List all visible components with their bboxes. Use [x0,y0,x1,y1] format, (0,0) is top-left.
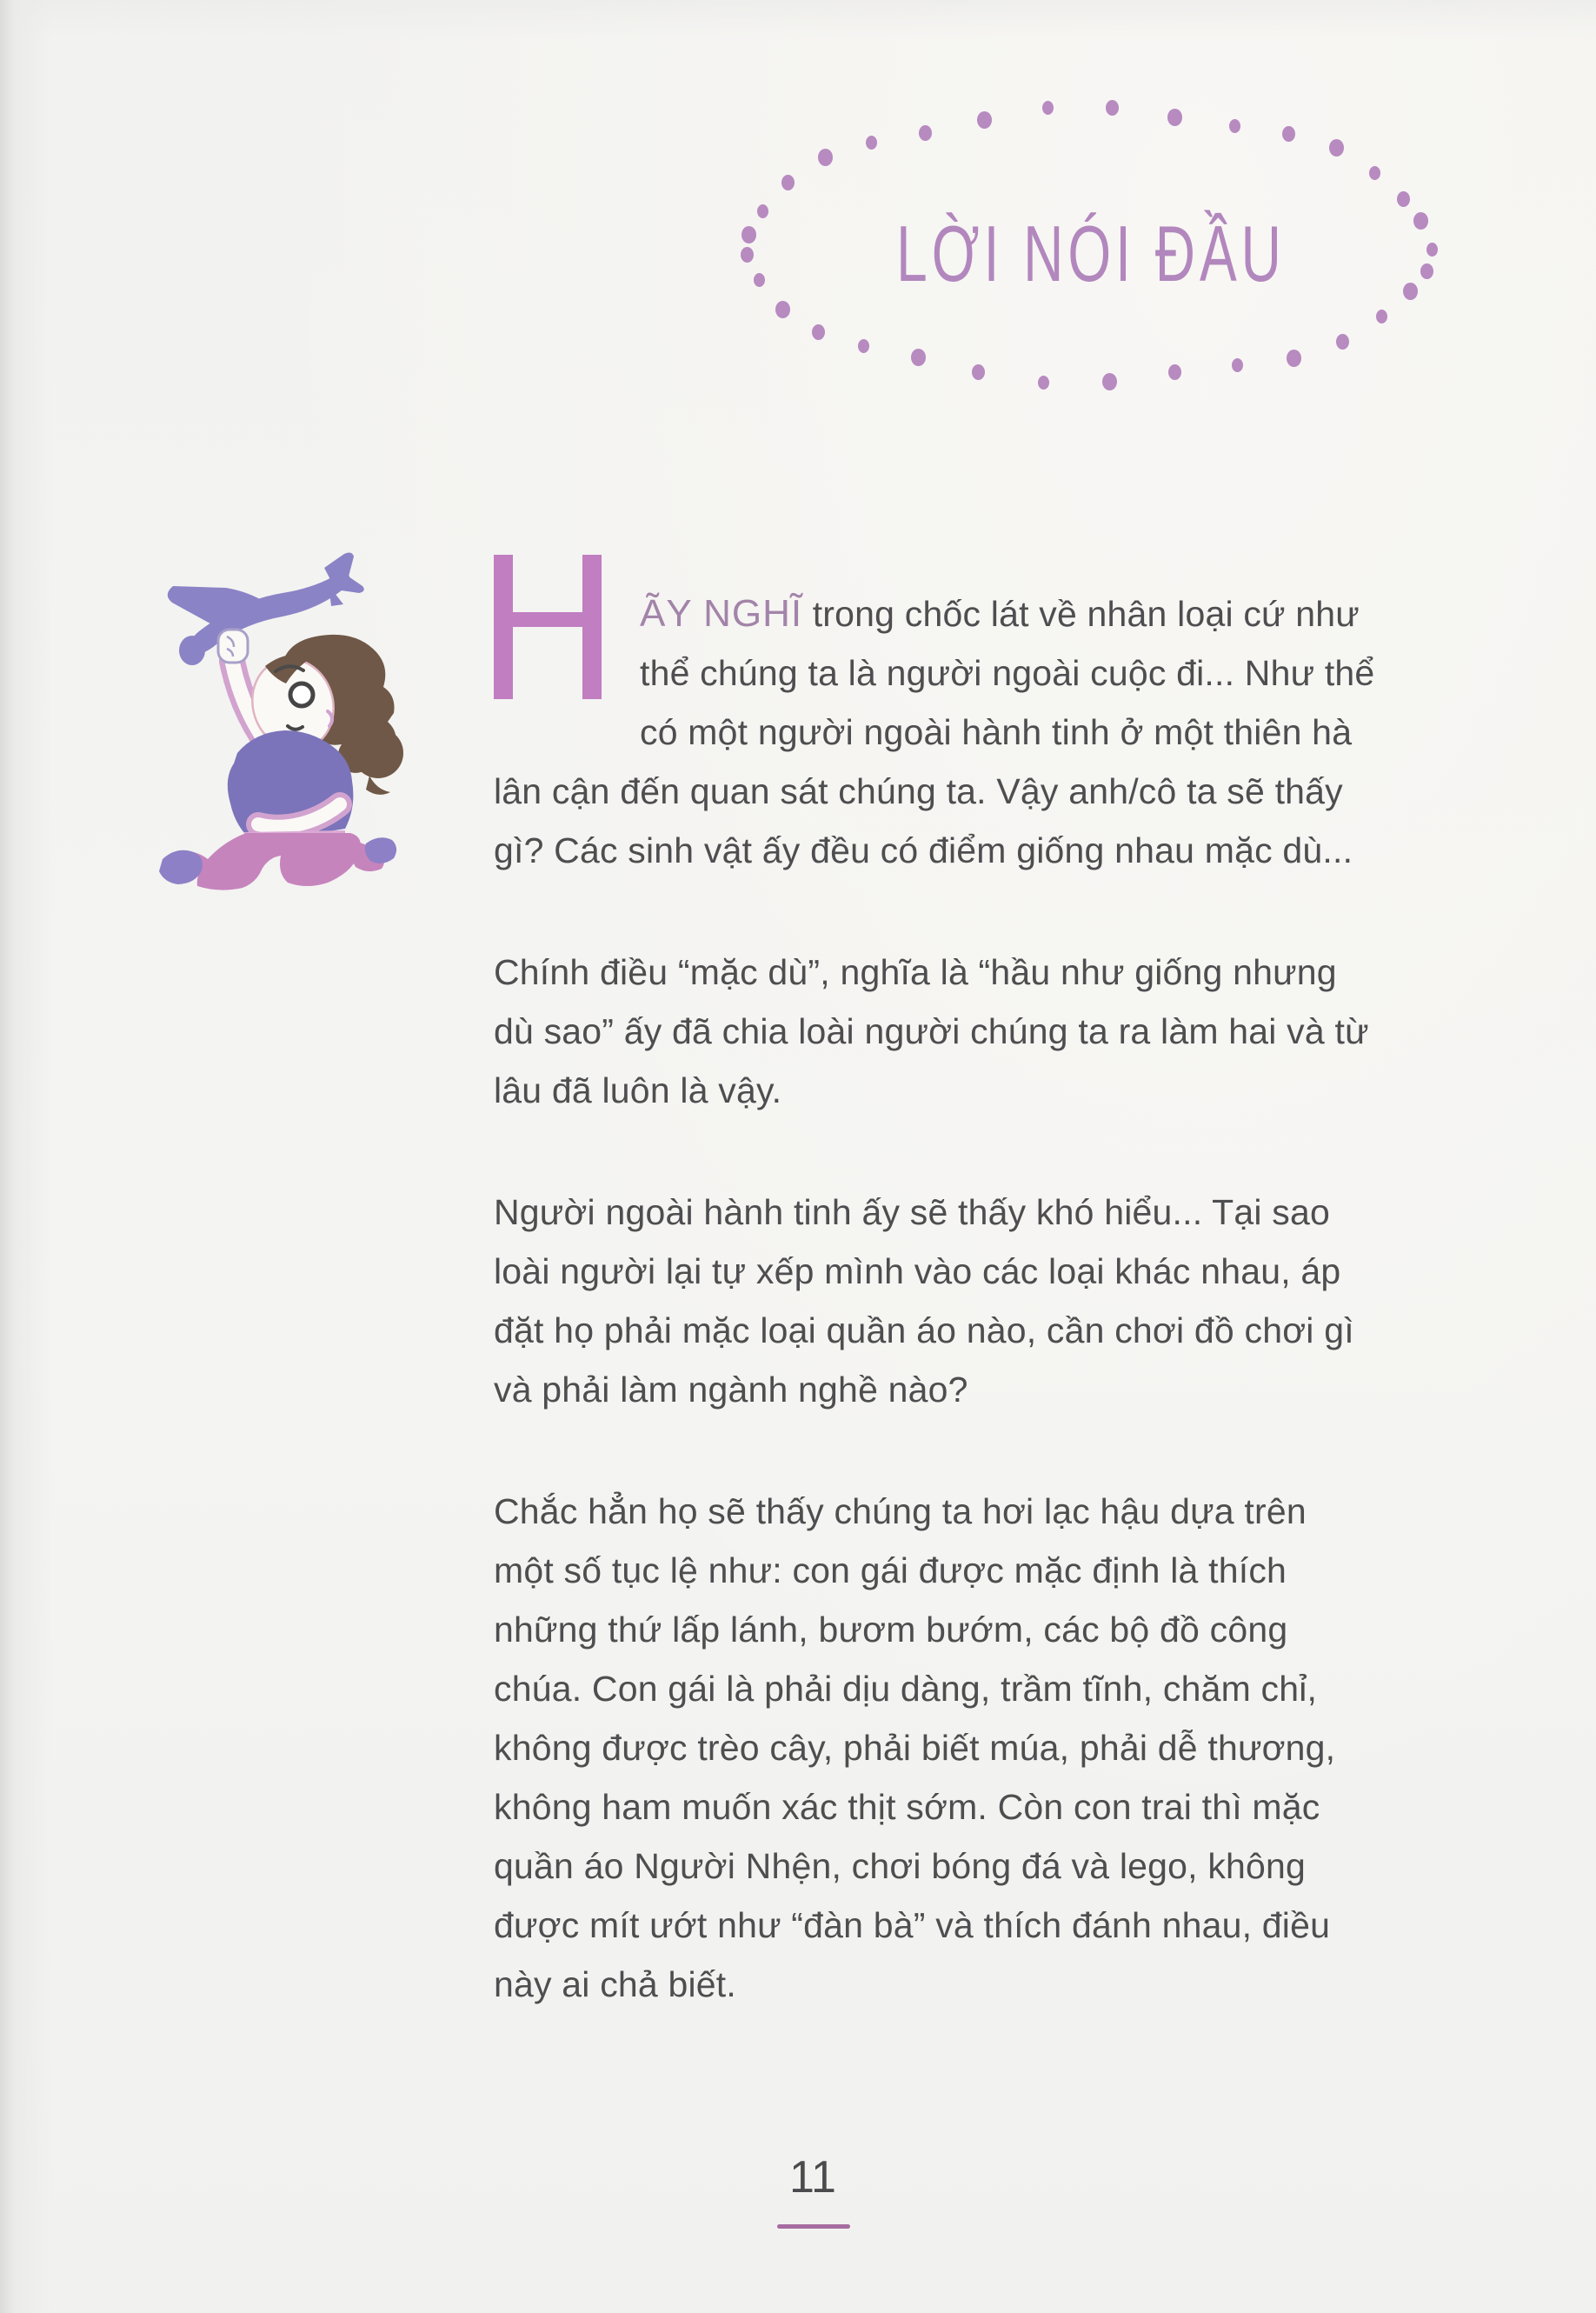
oval-dot [1329,139,1344,157]
oval-dot [919,125,932,141]
oval-dot [977,111,992,129]
oval-dot [1042,101,1054,115]
oval-dot [1229,119,1240,133]
text-line: chúa. Con gái là phải dịu dàng, trầm tĩnh, chăm chỉ, [494,1669,1318,1709]
text-line: có một người ngoài hành tinh ở một thiên hà [640,712,1353,752]
text-line: Chắc hẳn họ sẽ thấy chúng ta hơi lạc hậu dựa trên [494,1491,1307,1531]
text-line: này ai chả biết. [494,1964,736,2004]
oval-dot [911,349,926,366]
text-line: dù sao” ấy đã chia loài người chúng ta ra làm hai và từ [494,1011,1369,1051]
text-line: gì? Các sinh vật ấy đều có điểm giống nhau mặc dù... [494,830,1353,870]
paragraph [494,584,1441,880]
text-line: một số tục lệ như: con gái được mặc định là thích [494,1550,1287,1590]
oval-dot [818,149,833,166]
text-line: lâu đã luôn là vậy. [494,1070,782,1110]
text-line: Chính điều “mặc dù”, nghĩa là “hầu như giống nhưng [494,952,1337,992]
drop-cap-H [494,555,602,727]
text-line: lân cận đến quan sát chúng ta. Vậy anh/cô ta sẽ thấy [494,771,1343,811]
text-line: thể chúng ta là người ngoài cuộc đi... Như thể [640,653,1375,693]
page-number: 11 [789,2152,836,2203]
paragraph [494,943,1441,1120]
text-line: loài người lại tự xếp mình vào các loại khác nhau, áp [494,1251,1341,1291]
oval-dot [1168,364,1181,380]
body-text [494,584,1441,2076]
oval-dot [1167,109,1182,126]
page-number-underline [777,2224,850,2229]
text-line: quần áo Người Nhện, chơi bóng đá và lego, không [494,1846,1307,1886]
girl-airplane-illustration [143,546,422,911]
text-line: không được trèo cây, phải biết múa, phải dễ thương, [494,1728,1336,1768]
oval-dot [1232,358,1243,372]
oval-dot [972,364,985,380]
oval-dot [866,136,877,150]
oval-dot [858,339,869,353]
text-line: ÃY NGHĨ trong chốc lát về nhân loại cứ như [640,592,1360,635]
text-line: đặt họ phải mặc loại quần áo nào, cần chơi đồ chơi gì [494,1310,1354,1350]
girl-pants [194,833,384,890]
text-line: Người ngoài hành tinh ấy sẽ thấy khó hiểu... Tại sao [494,1192,1331,1232]
oval-dot [1102,373,1117,390]
lead-in-text: ÃY NGHĨ [640,592,803,635]
paragraph [494,1482,1441,2014]
oval-dot [1282,126,1295,142]
paragraph [494,1183,1441,1419]
text-line: được mít ướt như “đàn bà” và thích đánh nhau, điều [494,1905,1331,1945]
oval-dot [1038,376,1049,390]
text-line: những thứ lấp lánh, bươm bướm, các bộ đồ công [494,1610,1288,1650]
page-title: LỜI NÓI ĐẦU [896,209,1286,299]
text-line: không ham muốn xác thịt sớm. Còn con trai thì mặc [494,1787,1320,1827]
text-line: và phải làm ngành nghề nào? [494,1370,968,1410]
oval-dot [1106,100,1119,116]
oval-dot [1287,350,1301,367]
